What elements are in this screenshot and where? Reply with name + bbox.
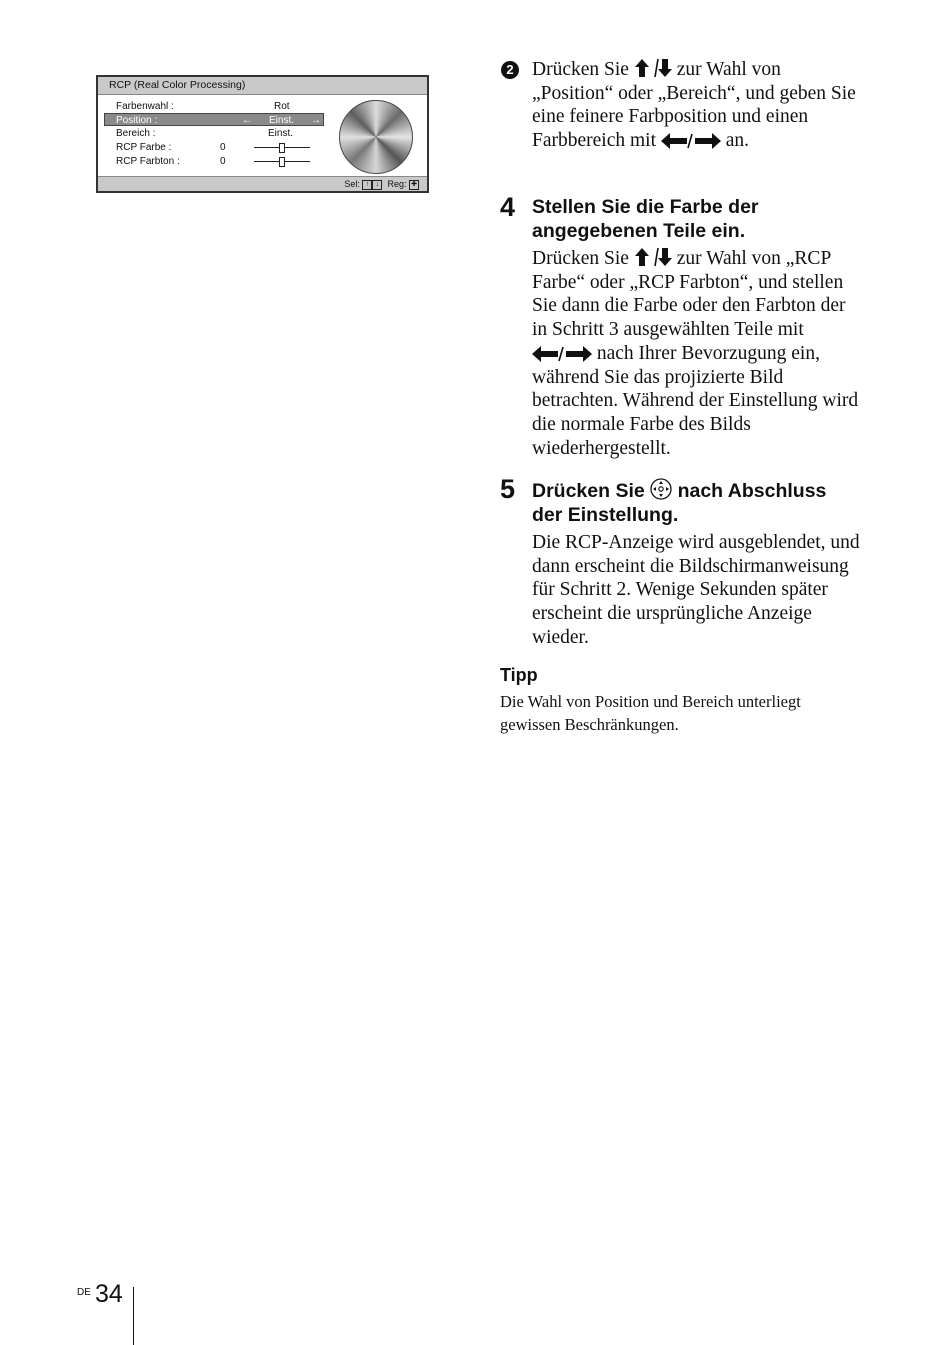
menu-row-bereich — [104, 127, 324, 140]
arrow-left-icon: ← — [242, 115, 252, 126]
menu-row-label: Position : — [116, 115, 158, 126]
menu-row-label: Bereich : — [116, 128, 156, 139]
menu-row-label: Farbenwahl : — [116, 101, 174, 112]
page-number: 34 — [95, 1280, 123, 1308]
step-body — [532, 247, 860, 460]
substep-text-3: an. — [725, 130, 750, 152]
left-right-arrow-icon — [661, 133, 721, 149]
substep-text-2: zur Wahl von „Position“ oder „Bereich“, und geben Sie eine feinere Farbposition und einen Farbbereich mit — [532, 59, 856, 152]
down-key-icon: ↓ — [372, 180, 382, 190]
rcp-menu-figure — [96, 75, 429, 193]
slider-icon — [254, 161, 310, 162]
up-down-arrow-icon — [634, 58, 672, 78]
left-right-arrow-icon — [532, 346, 592, 362]
substep-2 — [506, 58, 862, 153]
menu-row-farbenwahl — [104, 100, 324, 113]
menu-row-rcp-farbton — [104, 155, 324, 168]
menu-row-value: Einst. — [269, 115, 295, 126]
cross-key-icon: ✚ — [409, 180, 419, 190]
step-5 — [500, 474, 860, 650]
footer-reg-label: Reg: — [387, 179, 407, 189]
step-heading: Stellen Sie die Farbe der angegebenen Teile ein. — [532, 196, 759, 242]
step-number: 5 — [500, 474, 516, 504]
step-body-text-2: zur Wahl von „RCP Farbe“ oder „RCP Farbton“, und stellen Sie dann die Farbe oder den Farbton der in Schritt 3 ausgewählten Teile mit — [532, 248, 846, 341]
menu-row-label: RCP Farbe : — [116, 142, 172, 153]
menu-row-rcp-farbe — [104, 141, 324, 154]
menu-row-value: Rot — [274, 101, 290, 112]
step-heading — [532, 478, 860, 527]
tipp-heading: Tipp — [500, 665, 538, 685]
menu-row-label: RCP Farbton : — [116, 156, 180, 167]
step-heading-text-2: nach Abschluss der Einstellung. — [532, 480, 827, 526]
step-4 — [500, 192, 860, 460]
page-language-code: DE — [77, 1287, 91, 1298]
step-body-text-3: nach Ihrer Bevorzugung ein, während Sie das projizierte Bild betrachten. Während der Einstellung wird die normale Farbe des Bilds wiederhergestellt. — [532, 342, 859, 459]
enter-button-icon — [650, 478, 672, 500]
menu-row-number: 0 — [220, 156, 226, 167]
menu-row-value: Einst. — [268, 128, 294, 139]
substep-text-1: Drücken Sie — [532, 59, 629, 80]
step-number: 4 — [500, 192, 516, 222]
circled-number-icon: 2 — [501, 61, 519, 79]
up-key-icon: ↑ — [362, 180, 372, 190]
page-number-divider — [133, 1287, 134, 1345]
step-body: Die RCP-Anzeige wird ausgeblendet, und dann erscheint die Bildschirmanweisung für Schritt 2. Wenige Sekunden später erscheint die ursprüngliche Anzeige wieder. — [532, 532, 860, 648]
slider-icon — [254, 147, 310, 148]
tipp-body: Die Wahl von Position und Bereich unterliegt gewissen Beschränkungen. — [500, 692, 801, 734]
up-down-arrow-icon — [634, 247, 672, 267]
step-heading-text-1: Drücken Sie — [532, 480, 645, 502]
color-wheel-icon — [339, 100, 413, 174]
menu-row-number: 0 — [220, 142, 226, 153]
rcp-menu-footer — [98, 176, 427, 191]
menu-row-position — [104, 113, 324, 126]
footer-sel-label: Sel: — [344, 179, 360, 189]
step-body-text-1: Drücken Sie — [532, 248, 629, 269]
rcp-menu-title: RCP (Real Color Processing) — [98, 77, 427, 95]
arrow-right-icon: → — [311, 115, 321, 126]
rcp-menu-body — [98, 95, 427, 177]
